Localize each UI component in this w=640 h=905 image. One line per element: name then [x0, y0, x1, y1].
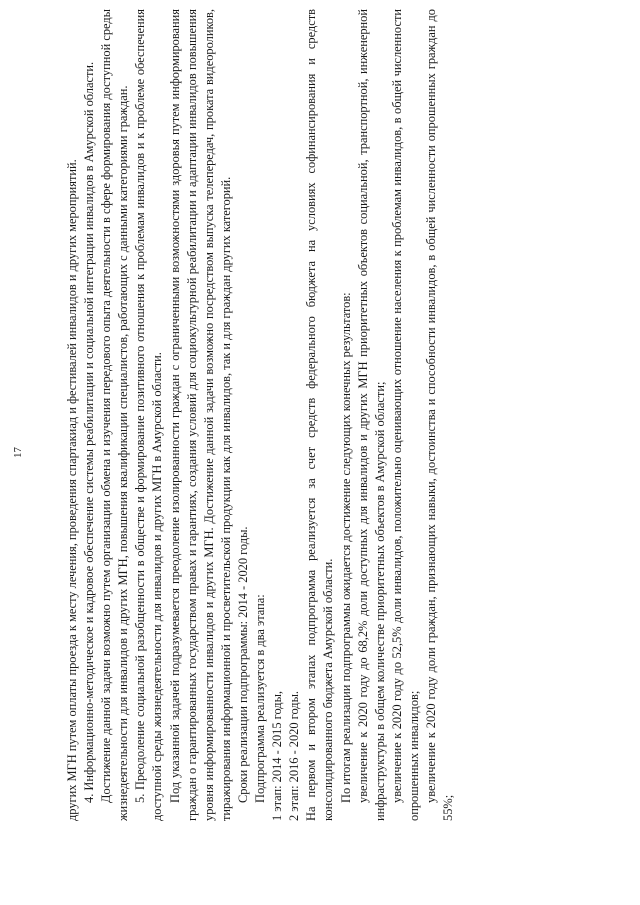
paragraph: Под указанной задачей подразумевается преодоление изолированности граждан с ограниченными возможностями здоровья путем информирования граждан о гарантированных государством правах и гарантиях, создания условий для социокультурной реабилитации и адаптации инвалидов повышения уровня информированности инвалидов и других МГН. Достижение данной задачи возможно посредством выпуска телепередач, проката видеороликов, тиражирования информационной и просветительской продукции как для инвалидов, так и для граждан других категорий.: [167, 9, 233, 821]
paragraph: На первом и втором этапах подпрограмма реализуется за счет средств федерального бюджета на условиях софинансирования и средств консолидированного бюджета Амурской области.: [304, 9, 336, 821]
paragraph: увеличение к 2020 году до 68,2% доли доступных для инвалидов и других МГН приоритетных объектов социальной, транспортной, инженерной инфраструктуры в общем количестве приоритетных объектов в Амурской области;: [355, 9, 387, 821]
list-item: 1 этап: 2014 - 2015 годы,: [270, 690, 285, 821]
page-number: 17: [12, 447, 24, 458]
paragraph: увеличение к 2020 году до 52,5% доли инвалидов, положительно оценивающих отношение населения к проблемам инвалидов, в общей численности опрошенных инвалидов;: [389, 9, 421, 821]
paragraph: Сроки реализации подпрограммы: 2014 - 2020 годы.: [235, 526, 250, 803]
document-body: [64, 9, 457, 821]
paragraph: Достижение данной задачи возможно путем организации обмена и изучения передового опыта деятельности в сфере формирования доступной среды жизнедеятельности для инвалидов и других МГН, повышения квалификации специалистов, работающих с данными категориями граждан.: [99, 9, 131, 821]
paragraph: Подпрограмма реализуется в два этапа:: [253, 594, 268, 803]
paragraph: других МГН путем оплаты проезда к месту лечения, проведения спартакиад и фестивалей инвалидов и других мероприятий.: [65, 159, 79, 821]
paragraph: По итогам реализации подпрограммы ожидается достижение следующих конечных результатов:: [338, 292, 353, 803]
paragraph: 5. Преодоление социальной разобщенности в обществе и формирование позитивного отношения к проблемам инвалидов и к проблеме обеспечения доступной среды жизнедеятельности для инвалидов и других МГН в Амурской области.: [133, 9, 165, 821]
paragraph: 4. Информационно-методическое и кадровое обеспечение системы реабилитации и социальной интеграции инвалидов в Амурской области.: [82, 61, 97, 803]
paragraph: увеличение к 2020 году доли граждан, признающих навыки, достоинства и способности инвалидов, в общей численности опрошенных граждан до 55%;: [423, 9, 456, 821]
list-item: 2 этап: 2016 - 2020 годы.: [287, 690, 302, 821]
